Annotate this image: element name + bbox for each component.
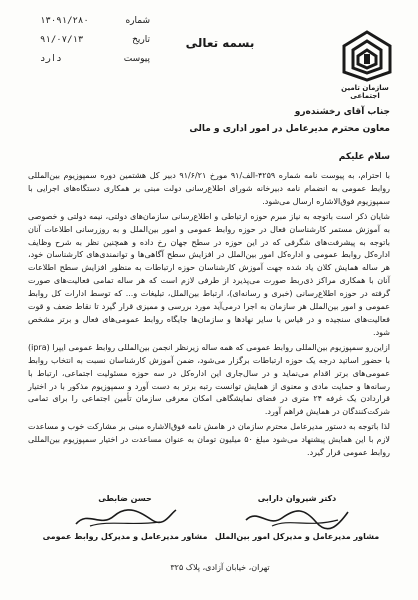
signer-name-left: حسن ضابطی [98,494,152,503]
attachment-label: پیوست [123,54,150,64]
recipient-block [50,104,390,138]
greeting: سلام علیکم [338,152,390,162]
body-paragraph-1: با احترام، به پیوست نامه شماره ۴۲۵۹-الف/۹۱ مورخ ۹۱/۶/۲۱ دبیر کل هشتمین دوره سمپوزیوم بین‌المللی روابط عمومی به انضمام نامه دبیرخانه شورای اطلاع‌رسانی دولت مبنی بر همکاری دستگاه‌های اجرایی با سمپوزیوم فوق‌الاشاره ارسال می‌شود. [28,171,390,206]
date-row [40,31,150,50]
body-paragraph-4: لذا باتوجه به دستور مدیرعامل محترم سازمان در هامش نامه فوق‌الاشاره مبنی بر مشارکت خوب و مساعدت لازم با این همایش پیشنهاد می‌شود مبلغ ۵۰ میلیون تومان به عنوان مساعدت در اختیار سمپوزیوم بین‌المللی روابط عمومی قرار گیرد. [28,422,390,458]
signer-name-right: دکتر شیروان دارابی [257,494,337,503]
footer-address: تهران، خیابان آزادی، پلاک ۳۲۵ [170,563,270,572]
signature-scribble-left [70,506,180,530]
organization-name: سازمان تامین اجتماعی [341,84,389,100]
body-paragraph-2: شایان ذکر است باتوجه به نیاز مبرم حوزه ارتباطی و اطلاع‌رسانی سازمان‌های دولتی، نیمه دولتی و خصوصی به آموزش مستمر کارشناسان فعال در حوزه روابط عمومی و امور بین‌الملل و به روزرسانی اطلاعات آنان باتوجه به پیشرفت‌های شگرفی که در این حوزه در سطح جهان رخ داده و همچنین نظر به شرح وظایف اداره‌کل روابط عمومی و اداره‌کل امور بین‌الملل در افزایش سطح آگاهی‌ها و توانمندی‌های کارشناسان خود، هر ساله همایش کلان یاد شده جهت آموزش کارشناسان حوزه ارتباطات به منظور افزایش سطح اطلاعات آنان با همکاری مراکز ذی‌ربط صورت می‌پذیرد از طرفی لازم است که هر ساله تمامی فعالیت‌های صورت گرفته در حوزه اطلاع‌رسانی (خبری و رسانه‌ای)، ارتباط بین‌الملل، تبلیغات و... که توسط ادارات کل روابط عمومی و امور بین‌الملل هر سازمان به اجرا درمی‌آید مورد بررسی و ممیزی قرار گیرد تا نقاط ضعف و قوت فعالیت‌های سنجیده و در قیاس با سایر نهادها و سازمان‌ها جایگاه روابط عمومی‌های فعال و برتر مشخص شود. [28,211,390,337]
letter-body [28,170,390,462]
number-value: ۱۳۰۹۱/۲۸۰ [40,16,89,26]
organization-logo [338,28,396,84]
recipient-name: جناب آقای رخشنده‌رو [294,107,390,117]
letter-meta [40,12,150,69]
date-label: تاریخ [132,35,150,45]
signature-block-left [40,492,210,544]
signer-title-right: مشاور مدیرعامل و مدیرکل امور بین‌الملل [214,532,380,541]
signer-title-left: مشاور مدیرعامل و مدیرکل روابط عمومی [42,532,208,541]
signature-scribble-right [242,506,352,530]
body-paragraph-3: ازاین‌رو سمپوزیوم بین‌المللی روابط عمومی که همه ساله زیرنظر انجمن بین‌المللی روابط عمومی ایپرا (ipra) با حضور اساتید درجه یک حوزه ارتباطات برگزار می‌شود، ضمن آموزش کارشناسان نسبت به انتخاب روابط عمومی‌های برتر اقدام می‌نماید و در سال‌جاری این اداره‌کل در سه حوزه مسئولیت اجتماعی، ارتباط با رسانه‌ها و حمایت مادی و معنوی از همایش توانست رتبه برتر به دست آورد و سمپوزیوم مذکور با در اختیار قراردادن یک غرفه ۲۴ متری در فضای نمایشگاهی امکان معرفی سازمان تأمین اجتماعی را برای تمامی شرکت‌کنندگان در همایش فراهم آورد. [28,342,390,417]
date-value: ۹۱/۰۷/۱۳ [40,35,84,45]
signature-block-right [212,492,382,544]
attachment-row [40,50,150,69]
number-row [40,12,150,31]
recipient-title: معاون محترم مدیرعامل در امور اداری و مالی [189,124,390,134]
bismillah: بسمه تعالی [185,36,255,50]
attachment-value: دارد [40,54,62,64]
number-label: شماره [125,16,150,26]
